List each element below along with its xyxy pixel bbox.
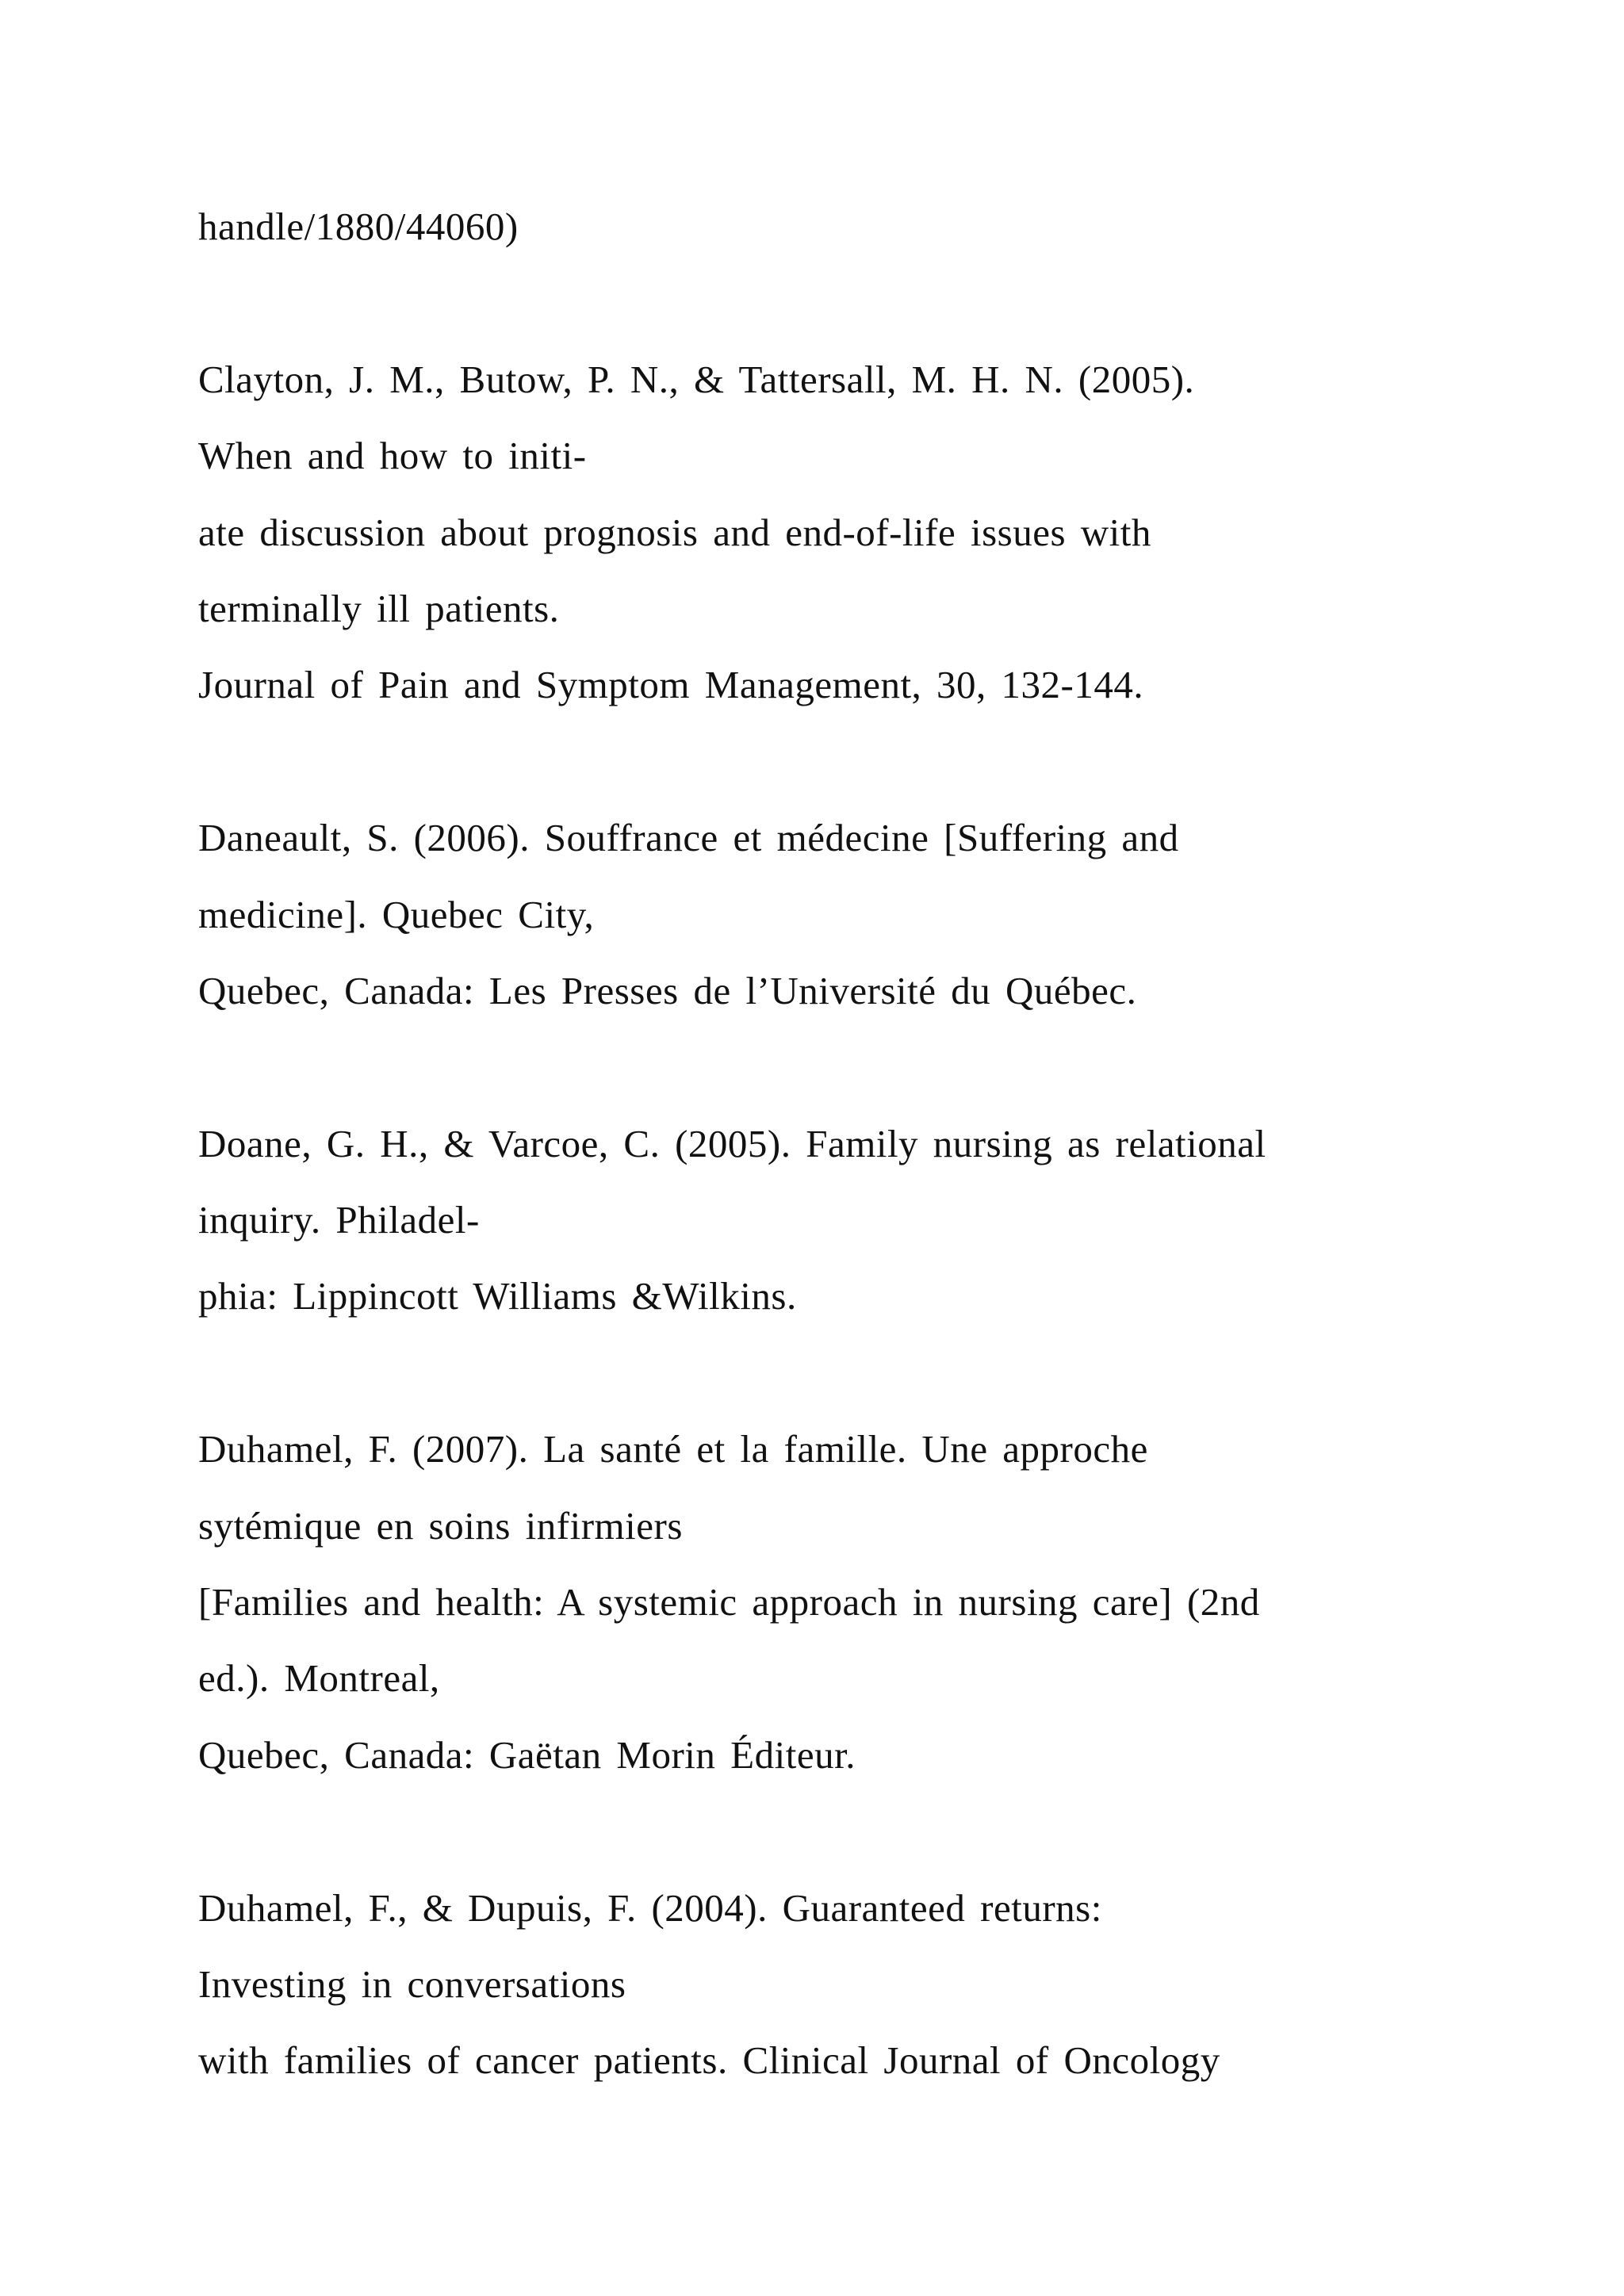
text-line: Duhamel, F. (2007). La santé et la famille. Une approche xyxy=(198,1427,1148,1471)
paragraph-gap xyxy=(198,1029,1507,1105)
paragraph-gap xyxy=(198,1793,1507,1869)
text-line: with families of cancer patients. Clinical Journal of Oncology xyxy=(198,2038,1220,2083)
text-line: ate discussion about prognosis and end-of-life issues with xyxy=(198,510,1151,554)
text-line: Quebec, Canada: Gaëtan Morin Éditeur. xyxy=(198,1732,856,1777)
text-line: sytémique en soins infirmiers xyxy=(198,1503,683,1548)
text-line: terminally ill patients. xyxy=(198,586,560,630)
text-line: [Families and health: A systemic approach in nursing care] (2nd xyxy=(198,1580,1260,1624)
text-line: ed.). Montreal, xyxy=(198,1656,440,1701)
text-line: Journal of Pain and Symptom Management, 30, 132-144. xyxy=(198,663,1144,707)
paragraph-gap xyxy=(198,724,1507,800)
text-line: medicine]. Quebec City, xyxy=(198,892,595,936)
text-line: Daneault, S. (2006). Souffrance et médecine [Suffering and xyxy=(198,816,1179,860)
text-line: Clayton, J. M., Butow, P. N., & Tattersall, M. H. N. (2005). xyxy=(198,357,1195,401)
text-line: Doane, G. H., & Varcoe, C. (2005). Family nursing as relational xyxy=(198,1121,1266,1165)
reference-list xyxy=(198,189,1507,2099)
text-line: Investing in conversations xyxy=(198,1961,626,2006)
paragraph-gap xyxy=(198,1335,1507,1411)
text-line: inquiry. Philadel- xyxy=(198,1198,480,1242)
paragraph-gap xyxy=(198,265,1507,341)
text-line: Quebec, Canada: Les Presses de l’Université du Québec. xyxy=(198,968,1137,1012)
text-line: When and how to initi- xyxy=(198,434,587,478)
text-line: phia: Lippincott Williams &Wilkins. xyxy=(198,1274,797,1318)
text-line: handle/1880/44060) xyxy=(198,205,519,248)
text-line: Duhamel, F., & Dupuis, F. (2004). Guaranteed returns: xyxy=(198,1885,1102,1930)
